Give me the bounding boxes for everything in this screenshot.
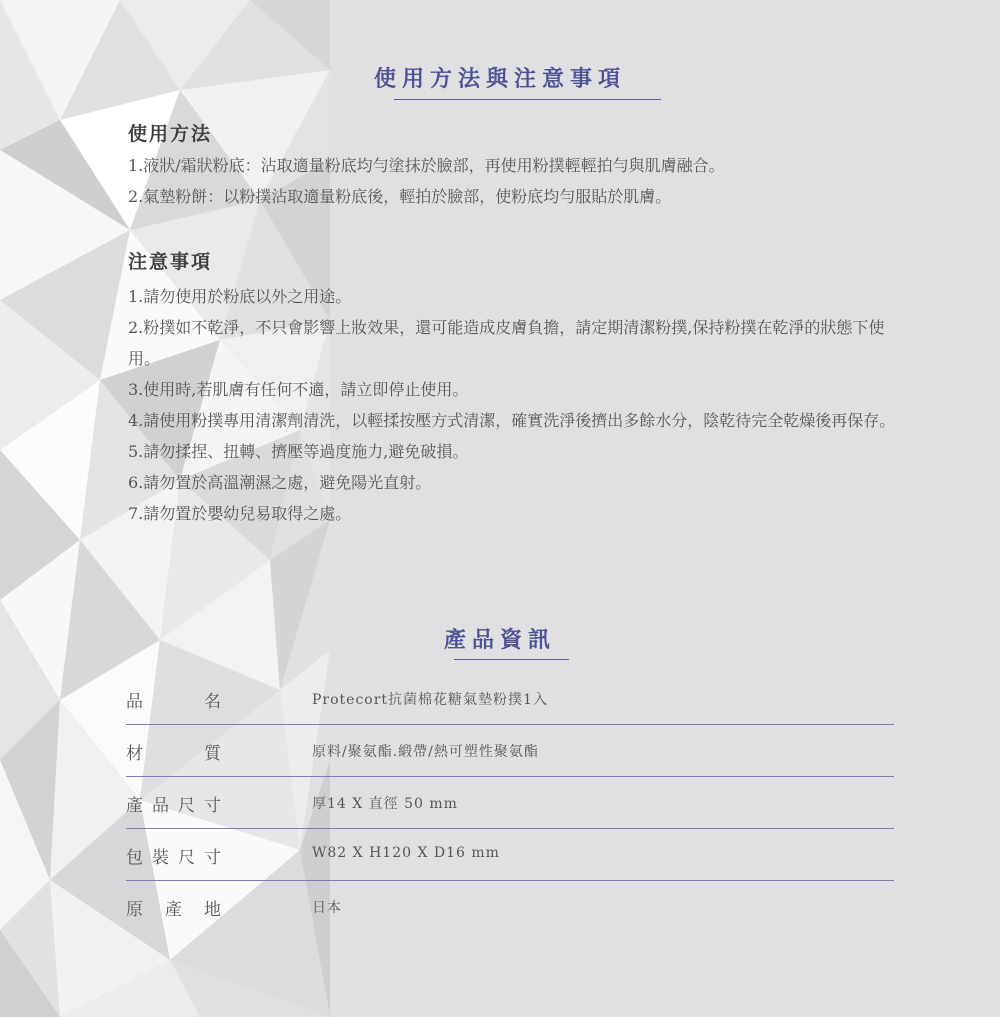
caution-item: 1.請勿使用於粉底以外之用途。	[128, 287, 352, 306]
caution-item: 3.使用時,若肌膚有任何不適，請立即停止使用。	[128, 380, 469, 399]
caution-item: 7.請勿置於嬰幼兒易取得之處。	[128, 504, 352, 523]
row-label: 原產地	[126, 900, 221, 920]
caution-item: 2.粉撲如不乾淨，不只會影響上妝效果，還可能造成皮膚負擔，請定期清潔粉撲,保持粉撲在乾淨的狀態下使用。	[128, 318, 885, 368]
caution-item: 4.請使用粉撲專用清潔劑清洗，以輕揉按壓方式清潔，確實洗淨後擠出多餘水分，陰乾待完全乾燥後再保存。	[128, 411, 896, 430]
row-value: 厚14 X 直徑 50 mm	[312, 796, 458, 812]
caution-item: 6.請勿置於高溫潮濕之處，避免陽光直射。	[128, 473, 432, 492]
cautions-list	[128, 281, 908, 529]
row-value: Protecort抗菌棉花糖氣墊粉撲1入	[312, 692, 548, 708]
caution-item: 5.請勿揉捏、扭轉、擠壓等過度施力,避免破損。	[128, 442, 469, 461]
row-value: 日本	[312, 900, 342, 916]
product-info-table	[126, 673, 894, 932]
usage-section-title: 使用方法與注意事項	[373, 66, 626, 92]
row-value: W82 X H120 X D16 mm	[312, 845, 500, 861]
table-row	[126, 881, 894, 932]
cautions-heading: 注意事項	[128, 251, 213, 273]
usage-list	[128, 150, 908, 212]
usage-heading: 使用方法	[128, 123, 213, 145]
row-label: 產品尺寸	[126, 796, 221, 816]
usage-title-underline	[394, 99, 661, 100]
product-info-title-underline	[454, 659, 569, 660]
table-row	[126, 777, 894, 829]
row-label: 材質	[126, 744, 221, 764]
row-value: 原料/聚氨酯.緞帶/熱可塑性聚氨酯	[312, 744, 539, 760]
table-row	[126, 725, 894, 777]
usage-item: 2.氣墊粉餅：以粉撲沾取適量粉底後，輕拍於臉部，使粉底均勻服貼於肌膚。	[128, 187, 672, 206]
usage-item: 1.液狀/霜狀粉底：沾取適量粉底均勻塗抹於臉部，再使用粉撲輕輕拍勻與肌膚融合。	[128, 156, 725, 175]
table-row	[126, 829, 894, 881]
table-row	[126, 673, 894, 725]
product-info-title: 產品資訊	[443, 627, 556, 653]
row-label: 品名	[126, 692, 221, 712]
row-label: 包裝尺寸	[126, 848, 221, 868]
